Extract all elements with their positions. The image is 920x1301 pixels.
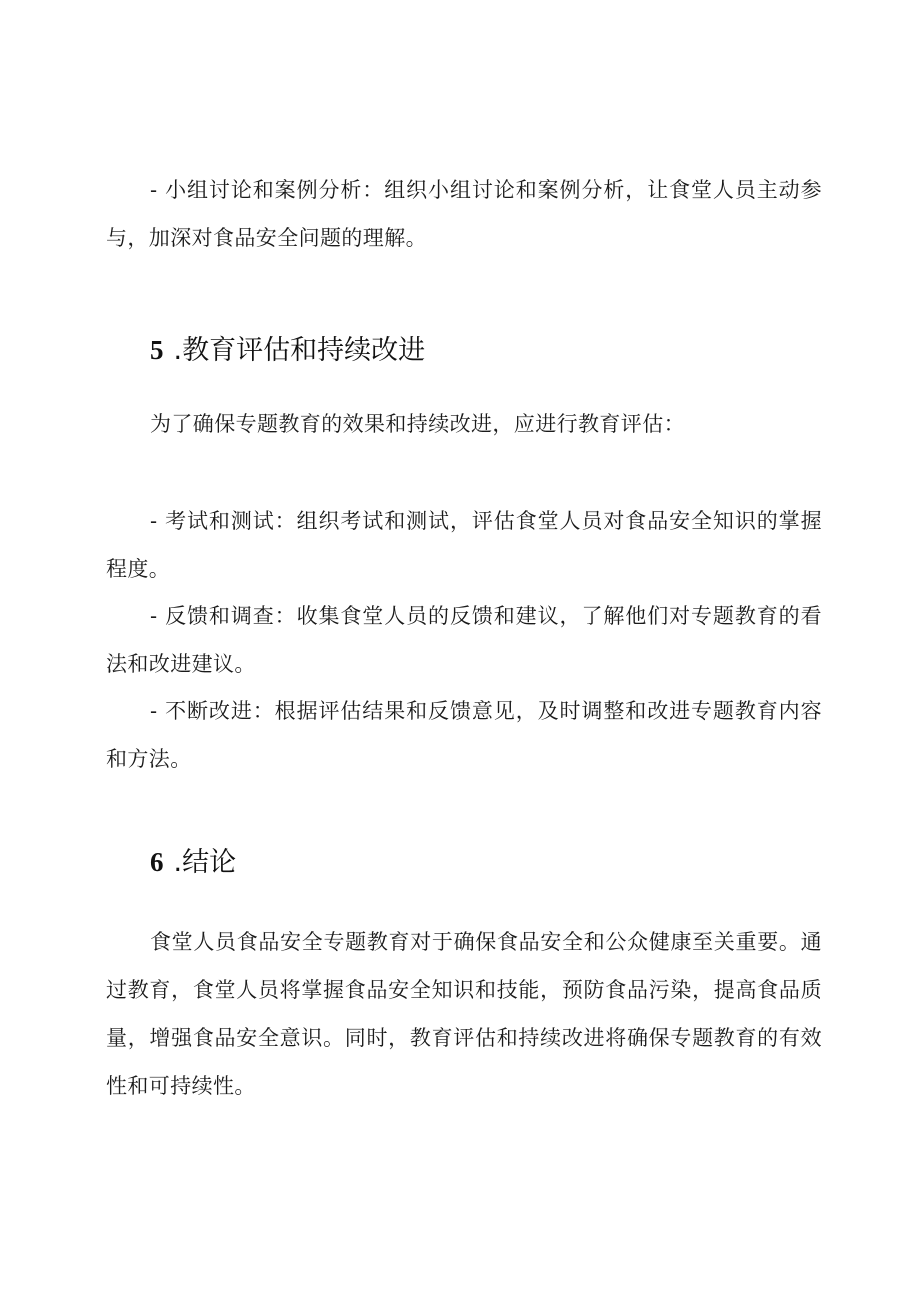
paragraph-group-discussion: - 小组讨论和案例分析：组织小组讨论和案例分析，让食堂人员主动参与，加深对食品安全问题的理解。 bbox=[106, 178, 822, 250]
paragraph-exam: - 考试和测试：组织考试和测试，评估食堂人员对食品安全知识的掌握程度。 bbox=[106, 509, 822, 581]
section-heading-conclusion bbox=[150, 842, 236, 883]
section-title: .教育评估和持续改进 bbox=[173, 335, 426, 366]
paragraph-feedback: - 反馈和调查：收集食堂人员的反馈和建议，了解他们对专题教育的看法和改进建议。 bbox=[106, 604, 822, 676]
paragraph-conclusion: 食堂人员食品安全专题教育对于确保食品安全和公众健康至关重要。通过教育，食堂人员将掌握食品安全知识和技能，预防食品污染，提高食品质量，增强食品安全意识。同时，教育评估和持续改进将确保专题教育的有效性和可持续性。 bbox=[106, 930, 822, 1098]
paragraph-evaluation-intro: 为了确保专题教育的效果和持续改进，应进行教育评估： bbox=[150, 412, 685, 436]
section-title: .结论 bbox=[173, 847, 237, 878]
section-number: 5 bbox=[150, 335, 164, 365]
paragraph-improvement: - 不断改进：根据评估结果和反馈意见，及时调整和改进专题教育内容和方法。 bbox=[106, 699, 822, 771]
section-heading-evaluation bbox=[150, 330, 425, 371]
section-number: 6 bbox=[150, 847, 164, 877]
